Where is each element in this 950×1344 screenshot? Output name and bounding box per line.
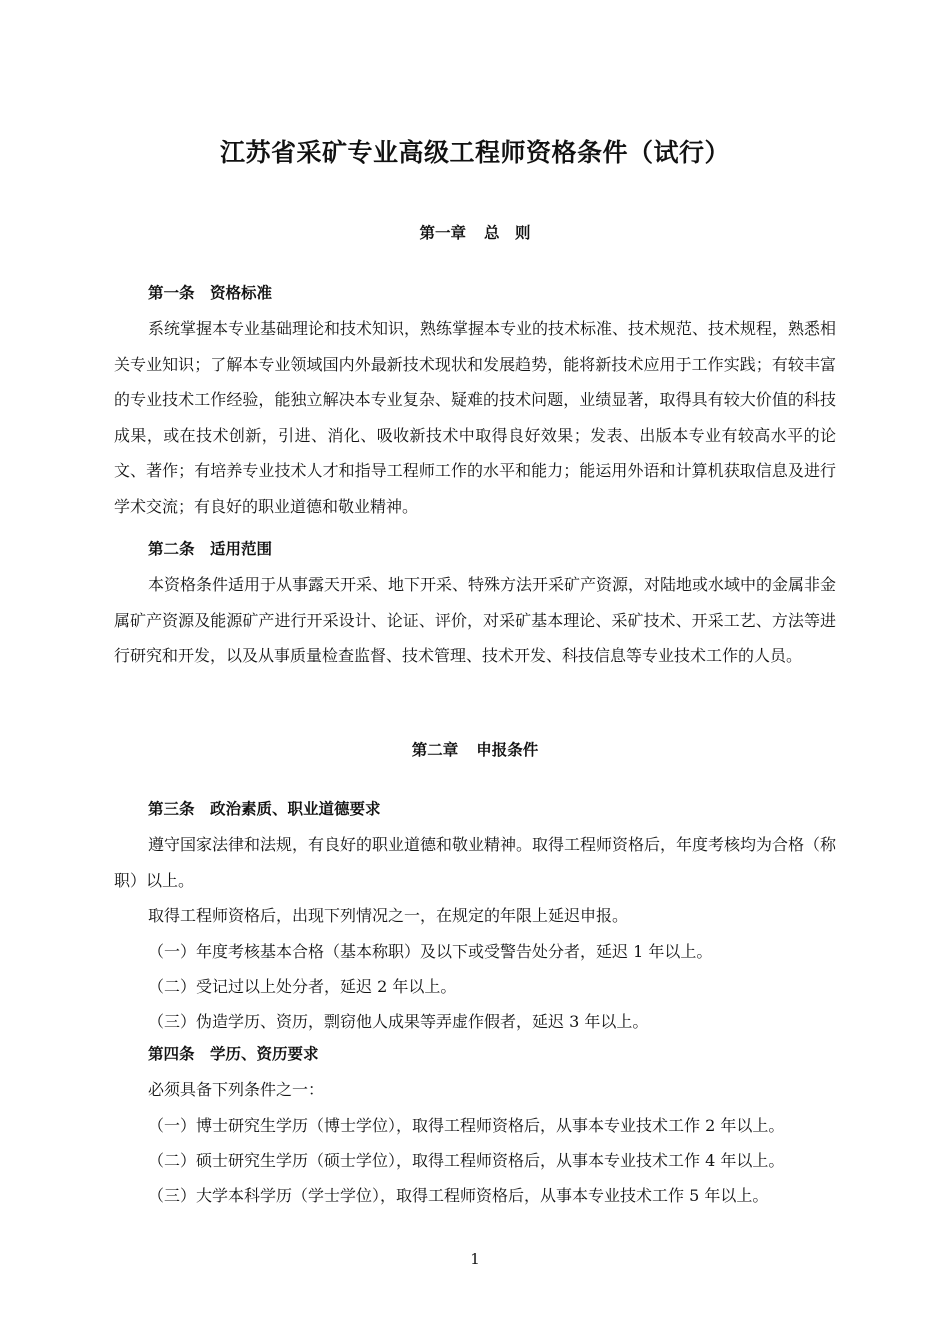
- chapter-2-name: 申报条件: [476, 741, 539, 759]
- chapter-2-heading: [0, 738, 950, 762]
- chapter-1-name: 总 则: [484, 224, 531, 242]
- article-3-intro: 取得工程师资格后，出现下列情况之一，在规定的年限上延迟申报。: [148, 906, 629, 925]
- chapter-1-number: 第一章: [419, 224, 466, 242]
- article-3: [114, 792, 836, 1039]
- chapter-1-heading: [0, 221, 950, 245]
- article-1: [114, 276, 836, 524]
- article-4-item: （三）大学本科学历（学士学位），取得工程师资格后，从事本专业技术工作 5 年以上。: [148, 1186, 769, 1206]
- page-number: 1: [470, 1250, 480, 1268]
- article-1-body: 系统掌握本专业基础理论和技术知识，熟练掌握本专业的技术标准、技术规范、技术规程，熟悉相关专业知识；了解本专业领域国内外最新技术现状和发展趋势，能将新技术应用于工作实践；有较丰富的专业技术工作经验，能独立解决本专业复杂、疑难的技术问题，业绩显著，取得具有较大价值的科技成果，或在技术创新，引进、消化、吸收新技术中取得良好效果；发表、出版本专业有较高水平的论文、著作；有培养专业技术人才和指导工程师工作的水平和能力；能运用外语和计算机获取信息及进行学术交流；有良好的职业道德和敬业精神。: [114, 319, 837, 516]
- article-4: [114, 1037, 836, 1213]
- chapter-2-number: 第二章: [411, 741, 459, 759]
- article-2: [114, 532, 836, 674]
- article-4-heading: 第四条 学历、资历要求: [148, 1045, 319, 1063]
- article-3-item: （一）年度考核基本合格（基本称职）及以下或受警告处分者，延迟 1 年以上。: [148, 941, 713, 961]
- article-3-body: 遵守国家法律和法规，有良好的职业道德和敬业精神。取得工程师资格后，年度考核均为合格（称职）以上。: [114, 835, 837, 890]
- document-title: 江苏省采矿专业高级工程师资格条件（试行）: [219, 138, 730, 167]
- article-3-heading: 第三条 政治素质、职业道德要求: [148, 800, 381, 818]
- article-4-intro: 必须具备下列条件之一：: [148, 1080, 325, 1099]
- article-3-item: （二）受记过以上处分者，延迟 2 年以上。: [148, 976, 457, 996]
- article-1-heading: 第一条 资格标准: [148, 284, 273, 302]
- article-2-heading: 第二条 适用范围: [148, 540, 273, 558]
- article-3-item: （三）伪造学历、资历，剽窃他人成果等弄虚作假者，延迟 3 年以上。: [148, 1012, 649, 1032]
- article-4-item: （一）博士研究生学历（博士学位），取得工程师资格后，从事本专业技术工作 2 年以上。: [148, 1115, 785, 1135]
- article-2-body: 本资格条件适用于从事露天开采、地下开采、特殊方法开采矿产资源，对陆地或水域中的金属非金属矿产资源及能源矿产进行开采设计、论证、评价，对采矿基本理论、采矿技术、开采工艺、方法等进行研究和开发，以及从事质量检查监督、技术管理、技术开发、科技信息等专业技术工作的人员。: [114, 575, 837, 665]
- article-4-item: （二）硕士研究生学历（硕士学位），取得工程师资格后，从事本专业技术工作 4 年以上。: [148, 1150, 785, 1170]
